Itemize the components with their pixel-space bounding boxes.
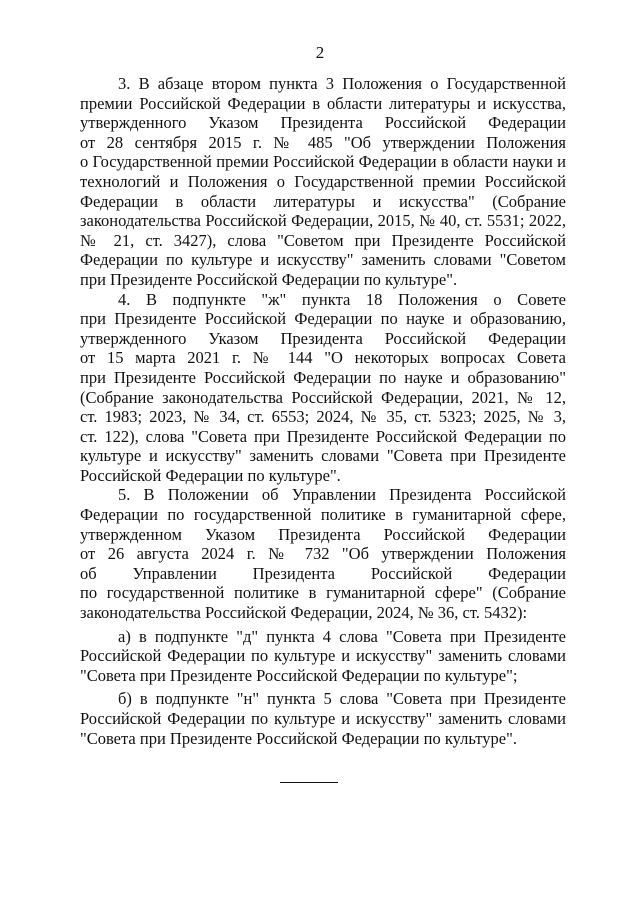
text-line: об Управлении Президента Российской Федерации: [80, 563, 566, 583]
text-line: 3. В абзаце втором пункта 3 Положения о Государственной: [118, 74, 566, 93]
text-line: о Государственной премии Российской Федерации в области науки и: [80, 152, 566, 172]
text-line: утвержденного Указом Президента Российской Федерации: [80, 113, 566, 133]
text-line: по государственной политике в гуманитарной сфере" (Собрание: [80, 583, 566, 603]
text-line: премии Российской Федерации в области литературы и искусства,: [80, 93, 566, 113]
subitem-b: [80, 689, 566, 748]
paragraph-item-3: [80, 74, 566, 290]
text-line: технологий и Положения о Государственной премии Российской: [80, 171, 566, 191]
text-line: утвержденного Указом Президента Российской Федерации: [80, 328, 566, 348]
text-line: от 28 сентября 2015 г. № 485 "Об утверждении Положения: [80, 132, 566, 152]
document-body: [80, 74, 566, 748]
text-line: 5. В Положении об Управлении Президента Российской: [118, 485, 566, 505]
subitem-a: [80, 627, 566, 686]
text-line: 4. В подпункте "ж" пункта 18 Положения о Совете: [118, 289, 566, 309]
text-line: Российской Федерации по культуре и искусству" заменить словами: [80, 646, 566, 666]
text-line: Российской Федерации по культуре и искусству" заменить словами: [80, 709, 566, 728]
text-line: Российской Федерации по культуре".: [80, 465, 341, 485]
text-line: "Совета при Президенте Российской Федерации по культуре".: [80, 728, 517, 748]
page-number: 2: [315, 43, 325, 62]
text-line: а) в подпункте "д" пункта 4 слова "Совета при Президенте: [118, 626, 566, 646]
text-line: Федерации по культуре и искусству" заменить словами "Советом: [80, 250, 566, 270]
text-line: при Президенте Российской Федерации по науке и образованию": [80, 367, 566, 387]
text-line: при Президенте Российской Федерации по культуре".: [80, 269, 458, 289]
paragraph-item-5: [80, 485, 566, 622]
text-line: культуре и искусству" заменить словами "Совета при Президенте: [80, 446, 566, 466]
text-line: "Совета при Президенте Российской Федерации по культуре";: [80, 665, 518, 685]
text-line: ст. 122), слова "Совета при Президенте Российской Федерации по: [80, 426, 566, 446]
text-line: Федерации по государственной политике в гуманитарной сфере,: [80, 505, 566, 525]
text-line: б) в подпункте "н" пункта 5 слова "Совета при Президенте: [118, 689, 566, 709]
text-line: (Собрание законодательства Российской Федерации, 2021, № 12,: [80, 387, 566, 407]
text-line: ст. 1983; 2023, № 34, ст. 6553; 2024, № 35, ст. 5323; 2025, № 3,: [80, 407, 566, 427]
text-line: от 26 августа 2024 г. № 732 "Об утверждении Положения: [80, 544, 566, 564]
paragraph-item-4: [80, 290, 566, 486]
text-line: № 21, ст. 3427), слова "Советом при Президенте Российской: [80, 230, 566, 250]
text-line: законодательства Российской Федерации, 2015, № 40, ст. 5531; 2022,: [80, 211, 566, 231]
text-line: Федерации в области литературы и искусства" (Собрание: [80, 191, 566, 211]
text-line: утвержденном Указом Президента Российской Федерации: [80, 524, 566, 544]
text-line: законодательства Российской Федерации, 2024, № 36, ст. 5432):: [80, 603, 528, 623]
text-line: при Президенте Российской Федерации по науке и образованию,: [80, 309, 566, 329]
text-line: от 15 марта 2021 г. № 144 "О некоторых вопросах Совета: [80, 348, 566, 368]
closing-separator-line: [280, 782, 338, 783]
